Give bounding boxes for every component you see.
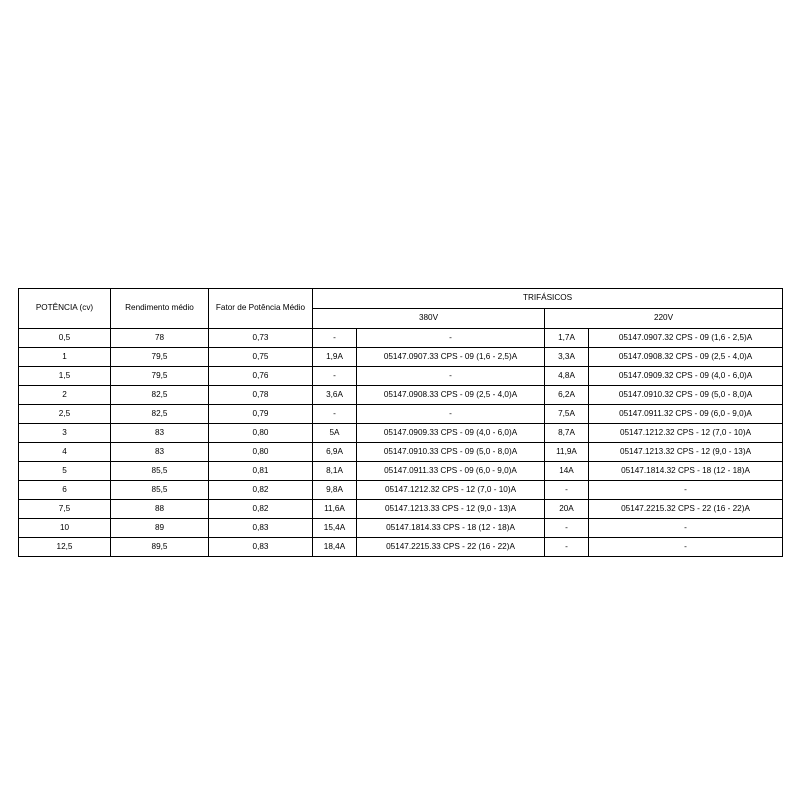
cell-codigo-220: 05147.0909.32 CPS - 09 (4,0 - 6,0)A: [589, 367, 783, 386]
table-row: [19, 519, 783, 538]
cell-fator: 0,76: [209, 367, 313, 386]
cell-codigo-220: 05147.0910.32 CPS - 09 (5,0 - 8,0)A: [589, 386, 783, 405]
cell-codigo-380: -: [357, 329, 545, 348]
cell-codigo-220: -: [589, 519, 783, 538]
cell-rendimento: 85,5: [111, 481, 209, 500]
cell-codigo-380: 05147.0910.33 CPS - 09 (5,0 - 8,0)A: [357, 443, 545, 462]
cell-codigo-380: 05147.0909.33 CPS - 09 (4,0 - 6,0)A: [357, 424, 545, 443]
cell-rendimento: 82,5: [111, 405, 209, 424]
cell-fator: 0,79: [209, 405, 313, 424]
cell-rendimento: 79,5: [111, 348, 209, 367]
cell-amp-220: 14A: [545, 462, 589, 481]
table-row: [19, 367, 783, 386]
cell-rendimento: 85,5: [111, 462, 209, 481]
cell-rendimento: 78: [111, 329, 209, 348]
cell-potencia: 1: [19, 348, 111, 367]
table-row: [19, 348, 783, 367]
table-row: [19, 329, 783, 348]
table-row: [19, 462, 783, 481]
cell-amp-220: 4,8A: [545, 367, 589, 386]
cell-codigo-380: 05147.1814.33 CPS - 18 (12 - 18)A: [357, 519, 545, 538]
table-header: [19, 289, 783, 329]
spec-table-container: [18, 288, 782, 557]
cell-amp-380: 11,6A: [313, 500, 357, 519]
cell-codigo-380: -: [357, 405, 545, 424]
cell-amp-220: 3,3A: [545, 348, 589, 367]
table-row: [19, 538, 783, 557]
cell-codigo-220: 05147.0907.32 CPS - 09 (1,6 - 2,5)A: [589, 329, 783, 348]
cell-codigo-220: -: [589, 538, 783, 557]
cell-codigo-380: 05147.2215.33 CPS - 22 (16 - 22)A: [357, 538, 545, 557]
cell-rendimento: 83: [111, 424, 209, 443]
cell-codigo-380: 05147.0907.33 CPS - 09 (1,6 - 2,5)A: [357, 348, 545, 367]
cell-rendimento: 88: [111, 500, 209, 519]
cell-amp-220: 1,7A: [545, 329, 589, 348]
cell-codigo-380: 05147.1212.32 CPS - 12 (7,0 - 10)A: [357, 481, 545, 500]
cell-potencia: 12,5: [19, 538, 111, 557]
cell-amp-380: 18,4A: [313, 538, 357, 557]
cell-amp-380: 3,6A: [313, 386, 357, 405]
cell-amp-220: 8,7A: [545, 424, 589, 443]
header-220v: 220V: [545, 309, 783, 329]
cell-rendimento: 83: [111, 443, 209, 462]
cell-potencia: 3: [19, 424, 111, 443]
header-potencia: POTÊNCIA (cv): [19, 289, 111, 329]
cell-amp-220: 7,5A: [545, 405, 589, 424]
cell-potencia: 6: [19, 481, 111, 500]
header-fator-potencia: Fator de Potência Médio: [209, 289, 313, 329]
cell-potencia: 4: [19, 443, 111, 462]
cell-amp-380: 9,8A: [313, 481, 357, 500]
cell-potencia: 2: [19, 386, 111, 405]
cell-amp-380: 5A: [313, 424, 357, 443]
cell-amp-380: 8,1A: [313, 462, 357, 481]
cell-amp-380: 6,9A: [313, 443, 357, 462]
cell-codigo-220: 05147.2215.32 CPS - 22 (16 - 22)A: [589, 500, 783, 519]
cell-fator: 0,81: [209, 462, 313, 481]
cell-potencia: 2,5: [19, 405, 111, 424]
table-row: [19, 424, 783, 443]
cell-rendimento: 89: [111, 519, 209, 538]
cell-codigo-380: 05147.0908.33 CPS - 09 (2,5 - 4,0)A: [357, 386, 545, 405]
cell-fator: 0,83: [209, 519, 313, 538]
cell-amp-380: 1,9A: [313, 348, 357, 367]
cell-rendimento: 79,5: [111, 367, 209, 386]
table-row: [19, 405, 783, 424]
cell-fator: 0,80: [209, 424, 313, 443]
cell-potencia: 7,5: [19, 500, 111, 519]
cell-fator: 0,82: [209, 500, 313, 519]
cell-fator: 0,75: [209, 348, 313, 367]
cell-codigo-220: 05147.1212.32 CPS - 12 (7,0 - 10)A: [589, 424, 783, 443]
cell-rendimento: 89,5: [111, 538, 209, 557]
cell-rendimento: 82,5: [111, 386, 209, 405]
cell-codigo-380: 05147.1213.33 CPS - 12 (9,0 - 13)A: [357, 500, 545, 519]
cell-amp-220: 6,2A: [545, 386, 589, 405]
cell-fator: 0,73: [209, 329, 313, 348]
cell-amp-380: -: [313, 405, 357, 424]
table-row: [19, 443, 783, 462]
table-row: [19, 386, 783, 405]
header-rendimento: Rendimento médio: [111, 289, 209, 329]
cell-potencia: 0,5: [19, 329, 111, 348]
cell-amp-220: 20A: [545, 500, 589, 519]
table-body: [19, 329, 783, 557]
cell-amp-380: -: [313, 367, 357, 386]
cell-amp-220: 11,9A: [545, 443, 589, 462]
motor-spec-table: [18, 288, 783, 557]
cell-fator: 0,82: [209, 481, 313, 500]
cell-amp-220: -: [545, 481, 589, 500]
cell-codigo-220: 05147.1814.32 CPS - 18 (12 - 18)A: [589, 462, 783, 481]
cell-codigo-220: 05147.1213.32 CPS - 12 (9,0 - 13)A: [589, 443, 783, 462]
cell-fator: 0,78: [209, 386, 313, 405]
cell-codigo-220: 05147.0908.32 CPS - 09 (2,5 - 4,0)A: [589, 348, 783, 367]
cell-codigo-380: 05147.0911.33 CPS - 09 (6,0 - 9,0)A: [357, 462, 545, 481]
cell-codigo-220: -: [589, 481, 783, 500]
cell-amp-380: 15,4A: [313, 519, 357, 538]
cell-codigo-380: -: [357, 367, 545, 386]
cell-amp-380: -: [313, 329, 357, 348]
cell-amp-220: -: [545, 538, 589, 557]
cell-potencia: 5: [19, 462, 111, 481]
cell-fator: 0,80: [209, 443, 313, 462]
table-row: [19, 481, 783, 500]
header-trifasicos: TRIFÁSICOS: [313, 289, 783, 309]
cell-potencia: 10: [19, 519, 111, 538]
cell-fator: 0,83: [209, 538, 313, 557]
table-row: [19, 500, 783, 519]
cell-potencia: 1,5: [19, 367, 111, 386]
cell-codigo-220: 05147.0911.32 CPS - 09 (6,0 - 9,0)A: [589, 405, 783, 424]
cell-amp-220: -: [545, 519, 589, 538]
header-380v: 380V: [313, 309, 545, 329]
